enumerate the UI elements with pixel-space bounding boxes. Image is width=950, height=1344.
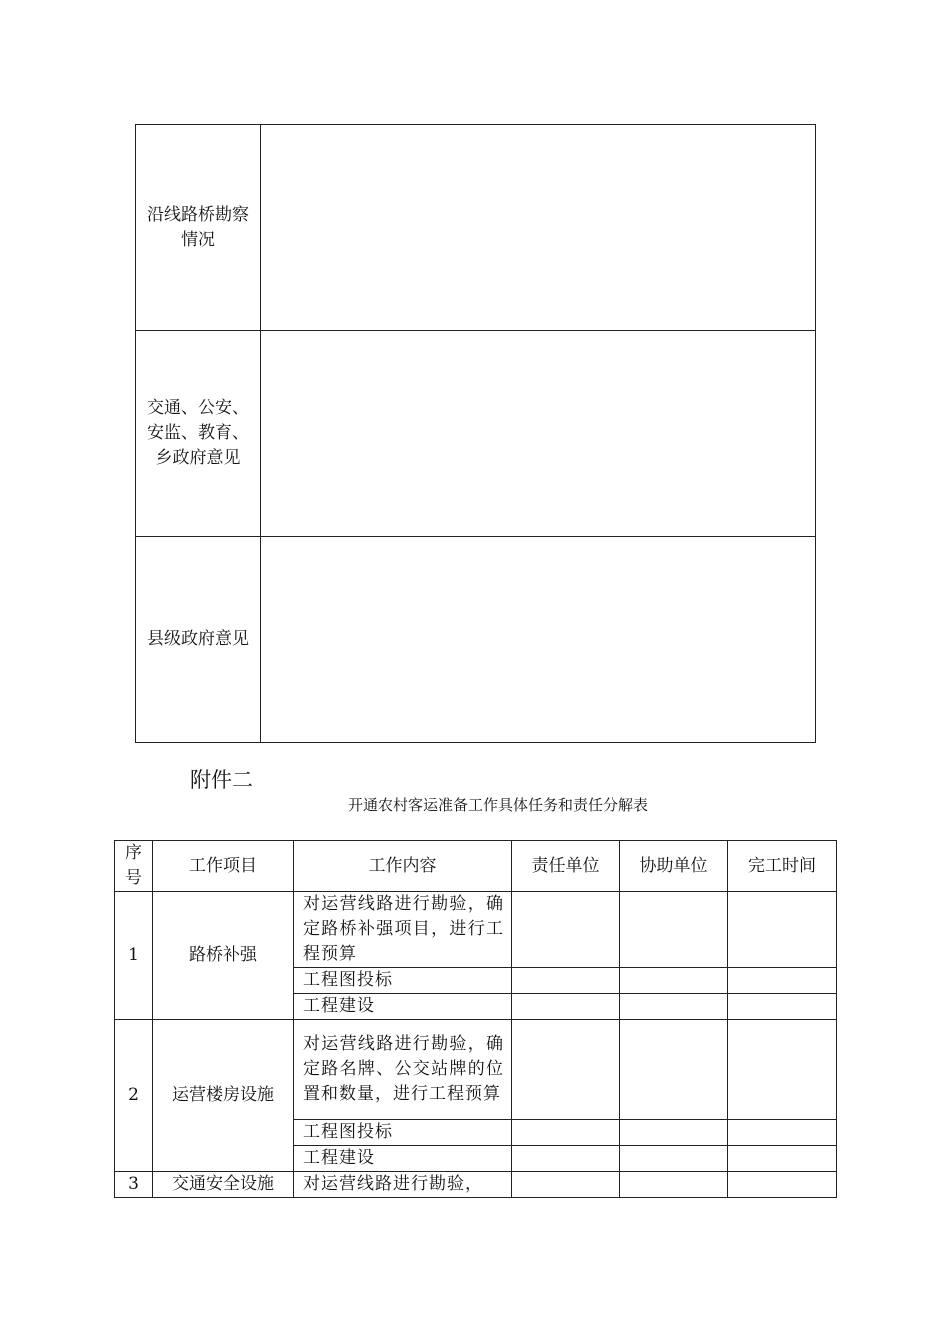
- column-header-responsible: 责任单位: [512, 841, 620, 892]
- row-number: 2: [115, 1020, 153, 1172]
- cell-assisting: [620, 1120, 728, 1146]
- form-row: [136, 125, 816, 331]
- cell-completion: [728, 1172, 837, 1198]
- cell-completion: [728, 1146, 837, 1172]
- attachment-label: 附件二: [190, 768, 253, 792]
- cell-responsible: [512, 1120, 620, 1146]
- form-row-value: [261, 331, 816, 537]
- cell-assisting: [620, 968, 728, 994]
- table-header-row: [115, 841, 837, 892]
- cell-completion: [728, 994, 837, 1020]
- cell-assisting: [620, 1146, 728, 1172]
- form-row-value: [261, 125, 816, 331]
- cell-completion: [728, 1120, 837, 1146]
- row-content: 工程图投标: [294, 968, 512, 994]
- column-header-number: 序号: [115, 841, 153, 892]
- row-content: 工程图投标: [294, 1120, 512, 1146]
- row-number: 1: [115, 892, 153, 1020]
- cell-responsible: [512, 1146, 620, 1172]
- form-row: [136, 537, 816, 743]
- row-item: 路桥补强: [153, 892, 294, 1020]
- row-item: 交通安全设施: [153, 1172, 294, 1198]
- form-row-value: [261, 537, 816, 743]
- table-title: 开通农村客运准备工作具体任务和责任分解表: [347, 796, 648, 814]
- table-row: [115, 1172, 837, 1198]
- cell-responsible: [512, 968, 620, 994]
- cell-assisting: [620, 892, 728, 968]
- cell-assisting: [620, 1020, 728, 1120]
- cell-responsible: [512, 892, 620, 968]
- row-content: 对运营线路进行勘验，: [294, 1172, 512, 1198]
- column-header-item: 工作项目: [153, 841, 294, 892]
- table-row: [115, 1020, 837, 1120]
- form-row-label: 县级政府意见: [136, 537, 261, 743]
- row-content: 对运营线路进行勘验，确定路名牌、公交站牌的位置和数量，进行工程预算: [294, 1020, 512, 1120]
- table-row: [115, 892, 837, 968]
- approval-form-table: [135, 124, 816, 743]
- row-content: 对运营线路进行勘验，确定路桥补强项目，进行工程预算: [294, 892, 512, 968]
- cell-responsible: [512, 994, 620, 1020]
- form-row: [136, 331, 816, 537]
- cell-assisting: [620, 1172, 728, 1198]
- cell-completion: [728, 892, 837, 968]
- row-number: 3: [115, 1172, 153, 1198]
- form-row-label: 沿线路桥勘察情况: [136, 125, 261, 331]
- column-header-content: 工作内容: [294, 841, 512, 892]
- row-content: 工程建设: [294, 994, 512, 1020]
- form-row-label: 交通、公安、安监、教育、乡政府意见: [136, 331, 261, 537]
- column-header-completion: 完工时间: [728, 841, 837, 892]
- cell-responsible: [512, 1172, 620, 1198]
- cell-completion: [728, 968, 837, 994]
- task-breakdown-table: [114, 840, 837, 1198]
- column-header-assisting: 协助单位: [620, 841, 728, 892]
- cell-completion: [728, 1020, 837, 1120]
- cell-responsible: [512, 1020, 620, 1120]
- row-item: 运营楼房设施: [153, 1020, 294, 1172]
- cell-assisting: [620, 994, 728, 1020]
- row-content: 工程建设: [294, 1146, 512, 1172]
